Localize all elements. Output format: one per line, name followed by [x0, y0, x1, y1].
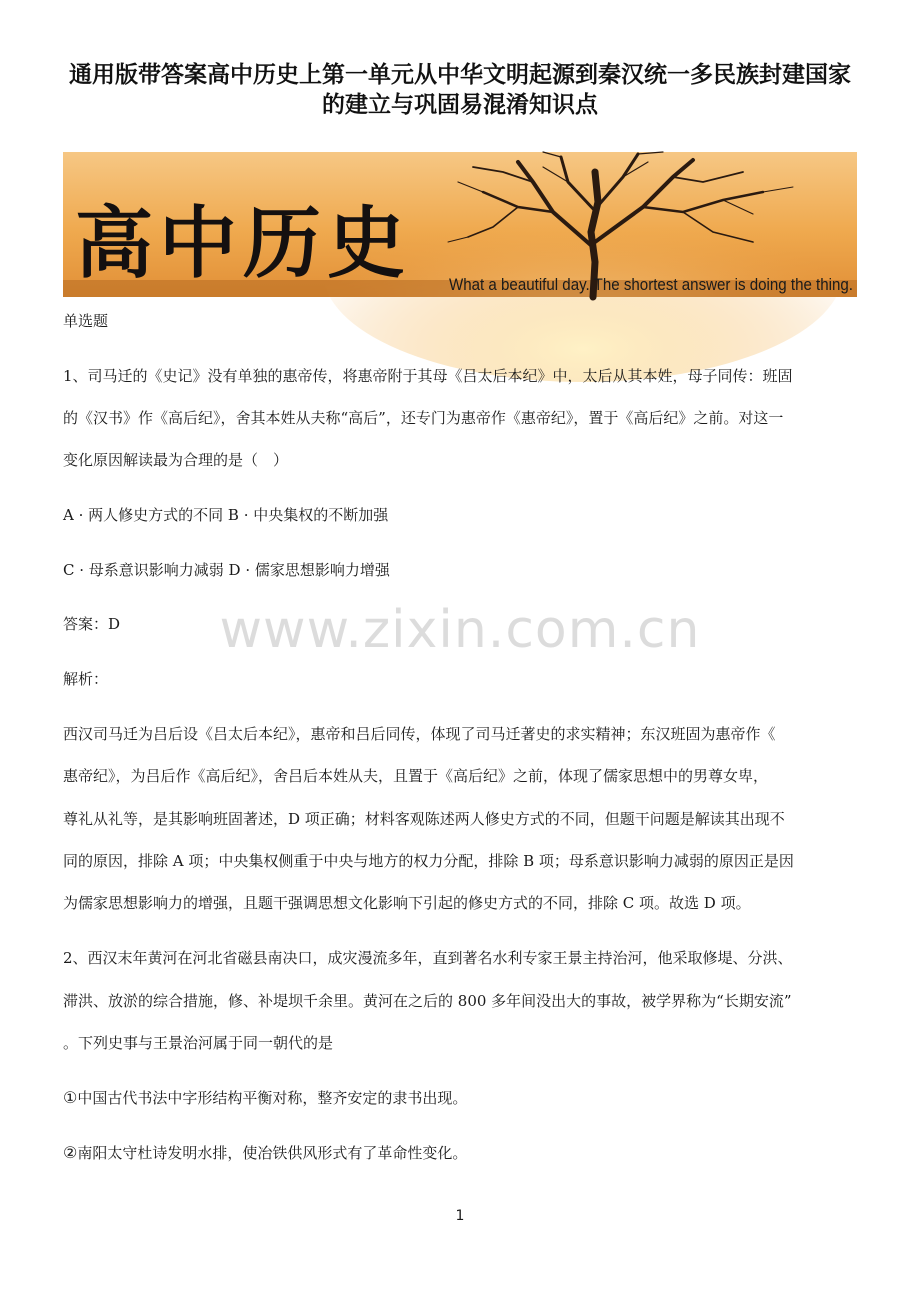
- q2-item-2: [63, 1142, 863, 1164]
- q1-stem-line-3: 变化原因解读最为合理的是（ ）: [63, 451, 289, 469]
- title-line-1: 通用版带答案高中历史上第一单元从中华文明起源到秦汉统一多民族封建国家: [69, 62, 851, 88]
- banner-slogan: What a beautiful day. The shortest answer is doing the thing.: [449, 275, 853, 294]
- q1-stem-line-2: 的《汉书》作《高后纪》，舍其本姓从夫称“高后”，还专门为惠帝作《惠帝纪》，置于《高后纪》之前。对这一: [63, 409, 784, 427]
- watermark: www.zixin.com.cn: [219, 600, 701, 660]
- q1-analysis-line-4: 同的原因，排除 A 项；中央集权侧重于中央与地方的权力分配，排除 B 项；母系意识影响力减弱的原因正是因: [63, 852, 794, 870]
- q1-analysis-label: 解析：: [63, 670, 109, 688]
- section-heading: 单选题: [63, 312, 109, 330]
- q1-answer: 答案：D: [63, 615, 121, 633]
- q2-stem-line-3: 。下列史事与王景治河属于同一朝代的是: [63, 1034, 334, 1052]
- q2-stem-line-1: 2、西汉末年黄河在河北省磁县南决口，成灾漫流多年，直到著名水利专家王景主持治河，他采取修堤、分洪、: [63, 949, 793, 967]
- banner-image: [63, 152, 857, 297]
- banner-big-text: 高中历史: [75, 198, 412, 289]
- q2-item-1-text: 中国古代书法中字形结构平衡对称，整齐安定的隶书出现。: [77, 1089, 468, 1107]
- q1-analysis-line-3: 尊礼从礼等，是其影响班固著述，D 项正确；材料客观陈述两人修史方式的不同，但题干问题是解读其出现不: [63, 810, 785, 828]
- q2-item-2-marker: ②: [63, 1143, 78, 1162]
- q2-stem-line-2: 滞洪、放淤的综合措施，修、补堤坝千余里。黄河在之后的 800 多年间没出大的事故，被学界称为“长期安流”: [63, 992, 792, 1010]
- document-title: [40, 60, 880, 120]
- page-number: 1: [455, 1208, 465, 1224]
- q1-stem-line-1: 1、司马迁的《史记》没有单独的惠帝传，将惠帝附于其母《吕太后本纪》中，太后从其本姓，母子同传：班固: [63, 367, 793, 385]
- q1-options-ab: A · 两人修史方式的不同 B · 中央集权的不断加强: [63, 506, 389, 524]
- q1-analysis-line-2: 惠帝纪》，为吕后作《高后纪》，舍吕后本姓从夫，且置于《高后纪》之前，体现了儒家思想中的男尊女卑，: [63, 767, 769, 785]
- title-line-2: 的建立与巩固易混淆知识点: [322, 92, 598, 118]
- q2-item-2-text: 南阳太守杜诗发明水排，使冶铁供风形式有了革命性变化。: [77, 1144, 468, 1162]
- q2-item-1-marker: ①: [63, 1088, 78, 1107]
- q1-analysis-line-1: 西汉司马迁为吕后设《吕太后本纪》，惠帝和吕后同传，体现了司马迁著史的求实精神；东汉班固为惠帝作《: [63, 725, 776, 743]
- q1-options-cd: C · 母系意识影响力减弱 D · 儒家思想影响力增强: [63, 561, 390, 579]
- q2-item-1: [63, 1087, 863, 1109]
- q1-analysis-line-5: 为儒家思想影响力的增强，且题干强调思想文化影响下引起的修史方式的不同，排除 C 项。故选 D 项。: [63, 894, 751, 912]
